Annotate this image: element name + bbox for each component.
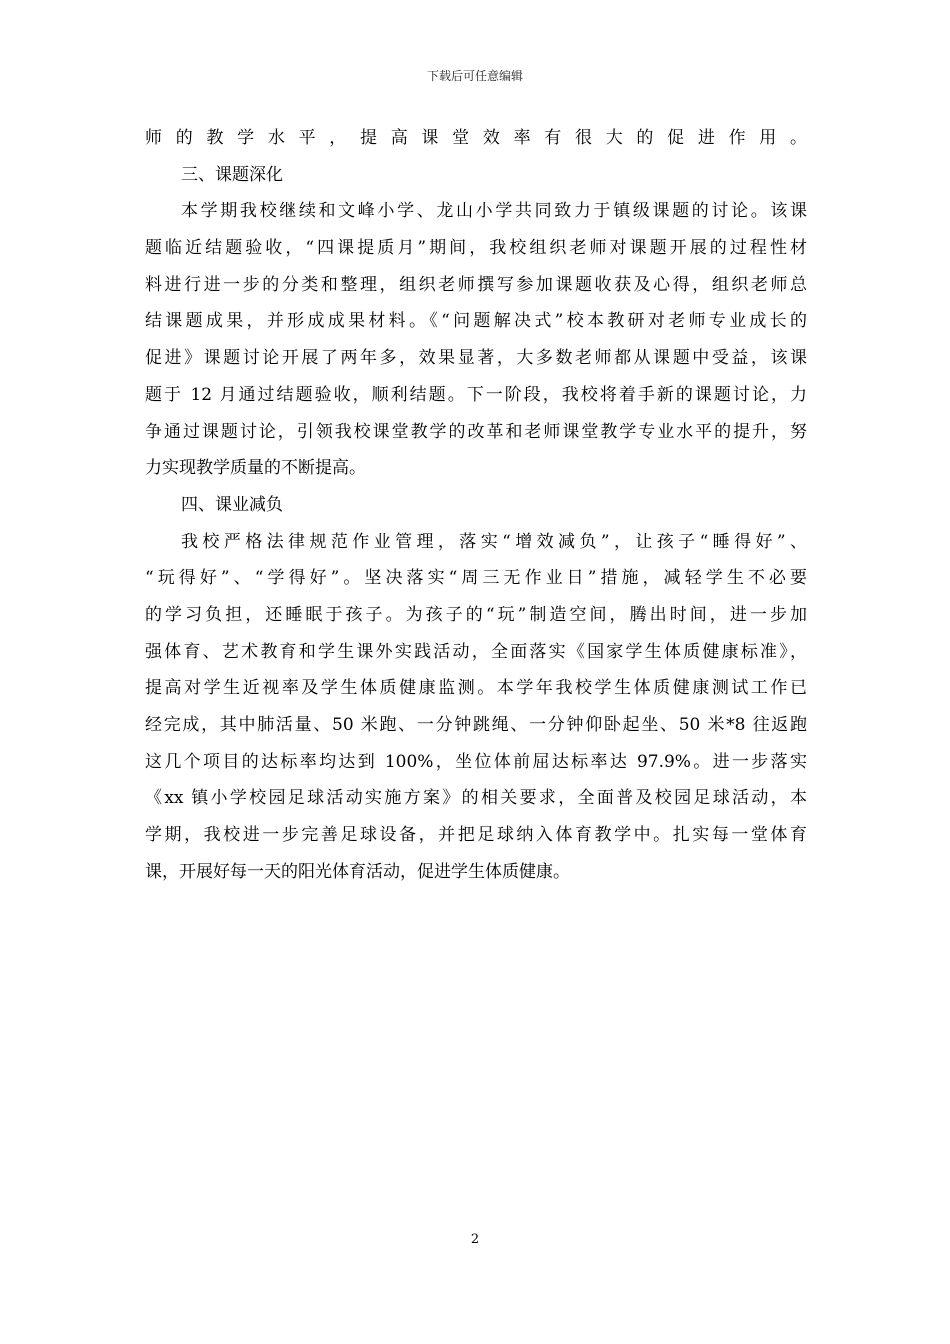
paragraph-line: 促进》课题讨论开展了两年多，效果显著，大多数老师都从课题中受益，该课 — [145, 348, 807, 369]
paragraph-line: 这几个项目的达标率均达到 100%，坐位体前屈达标率达 97.9%。进一步落实 — [145, 751, 807, 772]
paragraph-line: 题临近结题验收，“四课提质月”期间，我校组织老师对课题开展的过程性材 — [145, 238, 807, 259]
page-number: 2 — [470, 1232, 480, 1247]
paragraph-line: “玩得好”、“学得好”。坚决落实“周三无作业日”措施，减轻学生不必要 — [145, 568, 807, 589]
paragraph-line: 争通过课题讨论，引领我校课堂教学的改革和老师课堂教学专业水平的提升，努 — [145, 421, 807, 442]
document-body — [145, 120, 807, 890]
paragraph-line: 我校严格法律规范作业管理，落实“增效减负”，让孩子“睡得好”、 — [181, 531, 807, 552]
paragraph-line: 师的教学水平，提高课堂效率有很大的促进作用。 — [145, 128, 807, 148]
paragraph-line: 本学期我校继续和文峰小学、龙山小学共同致力于镇级课题的讨论。该课 — [181, 201, 807, 222]
paragraph-line: 强体育、艺术教育和学生课外实践活动，全面落实《国家学生体质健康标准》， — [145, 641, 807, 662]
section-heading: 四、课业减负 — [181, 494, 283, 515]
paragraph-line: 力实现教学质量的不断提高。 — [145, 458, 366, 479]
paragraph-line: 经完成，其中肺活量、50 米跑、一分钟跳绳、一分钟仰卧起坐、50 米*8 往返跑 — [145, 715, 807, 735]
paragraph-line: 题于 12 月通过结题验收，顺利结题。下一阶段，我校将着手新的课题讨论，力 — [145, 384, 807, 405]
paragraph-line: 课，开展好每一天的阳光体育活动，促进学生体质健康。 — [145, 861, 570, 882]
paragraph-line: 结课题成果，并形成成果材料。《“问题解决式”校本教研对老师专业成长的 — [145, 311, 807, 332]
section-heading: 三、课题深化 — [181, 164, 283, 185]
paragraph-line: 《xx 镇小学校园足球活动实施方案》的相关要求，全面普及校园足球活动，本 — [145, 788, 807, 809]
page-header: 下载后可任意编辑 — [426, 69, 523, 83]
paragraph-line: 提高对学生近视率及学生体质健康监测。本学年我校学生体质健康测试工作已 — [145, 678, 807, 699]
paragraph-line: 料进行进一步的分类和整理，组织老师撰写参加课题收获及心得，组织老师总 — [145, 274, 807, 295]
paragraph-line: 的学习负担，还睡眠于孩子。为孩子的“玩”制造空间，腾出时间，进一步加 — [145, 604, 807, 625]
paragraph-line: 学期，我校进一步完善足球设备，并把足球纳入体育教学中。扎实每一堂体育 — [145, 825, 807, 846]
